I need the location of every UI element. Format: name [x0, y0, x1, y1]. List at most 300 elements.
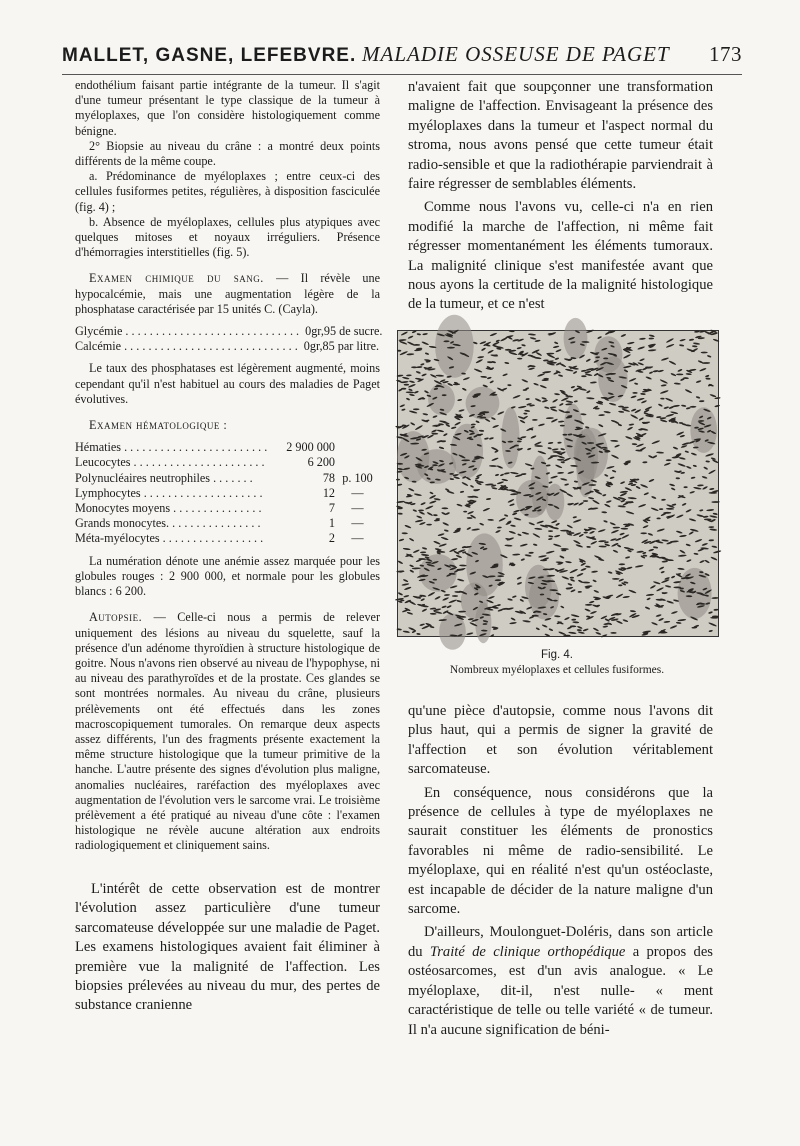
fusiform-nucleus	[431, 429, 437, 433]
fusiform-nucleus	[573, 539, 581, 544]
fusiform-nucleus	[701, 543, 708, 547]
fusiform-nucleus	[572, 387, 579, 392]
fusiform-nucleus	[421, 608, 427, 612]
fusiform-nucleus	[401, 331, 409, 336]
fusiform-nucleus	[570, 577, 574, 579]
fusiform-nucleus	[627, 341, 635, 344]
fusiform-nucleus	[521, 379, 528, 383]
fusiform-nucleus	[410, 422, 415, 426]
fusiform-nucleus	[648, 478, 654, 482]
fusiform-nucleus	[558, 409, 566, 414]
fusiform-nucleus	[709, 528, 717, 531]
fusiform-nucleus	[433, 380, 442, 386]
fusiform-nucleus	[404, 586, 412, 590]
fusiform-nucleus	[409, 410, 418, 414]
fusiform-nucleus	[436, 440, 442, 443]
fusiform-nucleus	[533, 543, 538, 546]
fusiform-nucleus	[403, 595, 409, 598]
fusiform-nucleus	[517, 576, 522, 580]
fusiform-nucleus	[495, 474, 499, 477]
header-authors: MALLET, GASNE, LEFEBVRE.	[62, 45, 357, 66]
fusiform-nucleus	[551, 520, 558, 524]
fusiform-nucleus	[495, 530, 501, 534]
fusiform-nucleus	[649, 338, 654, 340]
fusiform-nucleus	[522, 620, 531, 623]
fusiform-nucleus	[693, 342, 700, 345]
fusiform-nucleus	[611, 454, 619, 459]
fusiform-nucleus	[651, 507, 659, 511]
fusiform-nucleus	[565, 561, 572, 564]
fusiform-nucleus	[400, 381, 409, 384]
fusiform-nucleus	[647, 533, 653, 537]
fusiform-nucleus	[403, 548, 411, 551]
fusiform-nucleus	[422, 413, 428, 416]
fusiform-nucleus	[409, 537, 415, 541]
fusiform-nucleus	[602, 494, 606, 497]
fusiform-nucleus	[416, 515, 422, 519]
fusiform-nucleus	[509, 330, 515, 332]
hemato-row: Lymphocytes . . . . . . . . . . . . . . . . . . . . 12 —	[75, 485, 364, 500]
fusiform-nucleus	[643, 492, 649, 496]
fusiform-nucleus	[530, 337, 537, 340]
fusiform-nucleus	[553, 543, 562, 547]
fusiform-nucleus	[463, 511, 467, 513]
fusiform-nucleus	[586, 397, 595, 400]
fusiform-nucleus	[697, 484, 704, 486]
fusiform-nucleus	[574, 400, 578, 403]
fusiform-nucleus	[661, 571, 665, 574]
fusiform-nucleus	[701, 352, 708, 354]
fusiform-nucleus	[686, 543, 691, 546]
fusiform-nucleus	[550, 408, 557, 412]
fusiform-nucleus	[520, 436, 526, 439]
fusiform-nucleus	[711, 545, 717, 548]
fusiform-nucleus	[510, 472, 519, 475]
fusiform-nucleus	[500, 488, 508, 490]
fusiform-nucleus	[509, 351, 518, 355]
fusiform-nucleus	[632, 443, 638, 445]
fusiform-nucleus	[674, 470, 681, 473]
fusiform-nucleus	[509, 530, 517, 534]
fusiform-nucleus	[612, 549, 618, 553]
fusiform-nucleus	[671, 611, 678, 615]
fusiform-nucleus	[699, 400, 705, 402]
fusiform-nucleus	[669, 360, 677, 365]
fusiform-nucleus	[412, 567, 421, 569]
fusiform-nucleus	[593, 590, 599, 594]
fusiform-nucleus	[446, 605, 451, 609]
fusiform-nucleus	[620, 481, 625, 484]
fusiform-nucleus	[530, 435, 536, 439]
fusiform-nucleus	[528, 367, 535, 370]
fusiform-nucleus	[504, 472, 510, 475]
right-paragraph-5: D'ailleurs, Moulonguet-Doléris, dans son article du Traité de clinique orthopédique a propos des ostéosarcomes, est d'un avis analogue. « Le myéloplaxe, dit-il, n'est nulle- « ment caractéristique de telle ou telle variété « de tumeur. Il n'a aucune signification de béni-	[408, 924, 713, 1038]
fusiform-nucleus	[420, 363, 425, 366]
fusiform-nucleus	[685, 389, 693, 394]
fusiform-nucleus	[713, 550, 722, 554]
fusiform-nucleus	[650, 585, 656, 590]
myeloplaxe-cell	[690, 407, 717, 453]
fusiform-nucleus	[557, 472, 564, 474]
fusiform-nucleus	[669, 483, 675, 487]
right-paragraph-2: Comme nous l'avons vu, celle-ci n'a en rien modifié la marche de l'affection, ni même fait régresser momentanément les éléments tumoraux. La malignité clinique s'est manifestée avant que nous ayons la certitude de la malignité histologique de la tumeur, et ce n'est	[408, 199, 713, 313]
hemato-row: Polynucléaires neutrophiles . . . . . . . 78 p. 100	[75, 470, 373, 485]
fusiform-nucleus	[601, 634, 608, 638]
fusiform-nucleus	[512, 553, 520, 555]
fusiform-nucleus	[563, 434, 568, 436]
fusiform-nucleus	[412, 330, 417, 333]
fusiform-nucleus	[458, 409, 464, 412]
fusiform-nucleus	[677, 619, 686, 622]
fusiform-nucleus	[420, 598, 425, 601]
fusiform-nucleus	[421, 341, 429, 346]
fusiform-nucleus	[628, 497, 637, 500]
fusiform-nucleus	[557, 442, 561, 444]
fusiform-nucleus	[474, 489, 481, 492]
fusiform-nucleus	[670, 540, 679, 543]
fusiform-nucleus	[542, 371, 551, 374]
fusiform-nucleus	[619, 532, 625, 535]
fusiform-nucleus	[542, 399, 548, 402]
fusiform-nucleus	[653, 546, 658, 549]
fusiform-nucleus	[441, 536, 449, 540]
fusiform-nucleus	[705, 375, 710, 378]
fusiform-nucleus	[645, 376, 652, 380]
fusiform-nucleus	[487, 349, 494, 354]
fusiform-nucleus	[699, 560, 705, 564]
fusiform-nucleus	[689, 491, 695, 494]
fusiform-nucleus	[657, 528, 666, 532]
fusiform-nucleus	[484, 437, 489, 440]
fusiform-nucleus	[679, 535, 687, 538]
fusiform-nucleus	[396, 570, 404, 572]
fusiform-nucleus	[580, 568, 586, 572]
fusiform-nucleus	[555, 349, 561, 353]
fusiform-nucleus	[542, 624, 548, 628]
fusiform-nucleus	[425, 352, 430, 355]
fusiform-nucleus	[637, 346, 645, 350]
fusiform-nucleus	[702, 362, 710, 364]
fusiform-nucleus	[626, 566, 633, 569]
figure-number: Fig. 4.	[541, 649, 573, 661]
fusiform-nucleus	[631, 408, 637, 412]
fusiform-nucleus	[673, 446, 679, 450]
fusiform-nucleus	[534, 441, 542, 446]
fusiform-nucleus	[497, 411, 505, 416]
fusiform-nucleus	[705, 460, 710, 462]
fusiform-nucleus	[578, 631, 585, 634]
fusiform-nucleus	[566, 492, 573, 497]
fusiform-nucleus	[522, 531, 530, 535]
fusiform-nucleus	[661, 499, 666, 501]
fusiform-nucleus	[447, 490, 455, 494]
hemato-heading: Examen hématologique :	[89, 418, 228, 433]
fusiform-nucleus	[617, 505, 626, 508]
fusiform-nucleus	[638, 503, 647, 507]
fusiform-nucleus	[409, 380, 415, 383]
fusiform-nucleus	[702, 486, 708, 490]
calcemie-label: Calcémie . . . . . . . . . . . . . . . . . . . . . . . . . . . . .	[75, 339, 298, 354]
fusiform-nucleus	[564, 483, 569, 486]
fusiform-nucleus	[703, 466, 708, 470]
fusiform-nucleus	[401, 388, 406, 390]
fusiform-nucleus	[565, 400, 573, 403]
glycemie-value: 0gr,95 de sucre.	[305, 324, 383, 339]
fusiform-nucleus	[406, 374, 412, 376]
fusiform-nucleus	[630, 610, 636, 613]
fusiform-nucleus	[534, 528, 542, 530]
fusiform-nucleus	[681, 445, 688, 449]
fusiform-nucleus	[463, 377, 470, 381]
fusiform-nucleus	[705, 378, 710, 380]
fusiform-nucleus	[442, 522, 449, 526]
fusiform-nucleus	[682, 503, 687, 507]
fusiform-nucleus	[688, 531, 694, 535]
fusiform-nucleus	[558, 631, 566, 636]
histology-micrograph	[397, 330, 719, 637]
fusiform-nucleus	[708, 526, 714, 528]
right-paragraph-1: n'avaient fait que soupçonner une transformation maligne de l'affection. Envisageant la présence des myéloplaxes dans la tumeur et l'aspect normal du stroma, nous avons pensé que cette tumeur était radio-sensible et que la radiothérapie parviendrait à faire régresser de semblables éléments.	[408, 79, 713, 193]
fusiform-nucleus	[518, 405, 527, 408]
biopsy-paragraph: 2° Biopsie au niveau du crâne : a montré deux points différents de la même coupe.	[75, 138, 380, 169]
fusiform-nucleus	[646, 594, 654, 597]
fusiform-nucleus	[710, 617, 719, 619]
fusiform-nucleus	[639, 358, 645, 362]
fusiform-nucleus	[491, 457, 499, 461]
fusiform-nucleus	[585, 604, 593, 606]
fusiform-nucleus	[660, 398, 664, 400]
fusiform-nucleus	[598, 545, 606, 547]
fusiform-nucleus	[698, 360, 704, 364]
fusiform-nucleus	[427, 434, 434, 439]
fusiform-nucleus	[586, 546, 591, 548]
fusiform-nucleus	[414, 390, 419, 393]
fusiform-nucleus	[424, 390, 429, 394]
fusiform-nucleus	[471, 528, 480, 531]
fusiform-nucleus	[536, 520, 544, 524]
autopsy-paragraph	[75, 610, 380, 853]
fusiform-nucleus	[713, 338, 720, 342]
fusiform-nucleus	[553, 371, 559, 375]
fusiform-nucleus	[497, 575, 504, 577]
fusiform-nucleus	[397, 628, 402, 630]
fusiform-nucleus	[554, 615, 561, 617]
fusiform-nucleus	[559, 555, 564, 559]
fusiform-nucleus	[652, 370, 658, 373]
fusiform-nucleus	[635, 486, 640, 490]
fusiform-nucleus	[551, 418, 558, 423]
fusiform-nucleus	[658, 403, 663, 407]
fusiform-nucleus	[457, 399, 462, 402]
fusiform-nucleus	[512, 512, 518, 515]
fusiform-nucleus	[417, 333, 421, 336]
fusiform-nucleus	[622, 619, 628, 623]
fusiform-nucleus	[663, 512, 671, 514]
fusiform-nucleus	[691, 452, 697, 456]
fusiform-nucleus	[659, 508, 663, 510]
fusiform-nucleus	[498, 517, 506, 522]
fusiform-nucleus	[588, 507, 593, 510]
fusiform-nucleus	[609, 522, 616, 526]
fusiform-nucleus	[651, 496, 656, 500]
fusiform-nucleus	[513, 517, 521, 521]
fusiform-nucleus	[535, 352, 542, 357]
fusiform-nucleus	[613, 527, 620, 529]
running-header	[62, 42, 742, 75]
fusiform-nucleus	[555, 357, 560, 360]
fusiform-nucleus	[448, 599, 457, 604]
fusiform-nucleus	[696, 514, 704, 518]
fusiform-nucleus	[398, 339, 406, 341]
fusiform-nucleus	[409, 564, 414, 567]
fusiform-nucleus	[537, 373, 545, 377]
fusiform-nucleus	[489, 380, 494, 384]
fusiform-nucleus	[689, 518, 697, 522]
fusiform-nucleus	[619, 563, 626, 565]
fusiform-nucleus	[677, 463, 686, 468]
fusiform-nucleus	[640, 393, 646, 395]
fusiform-nucleus	[569, 568, 578, 573]
fusiform-nucleus	[708, 611, 713, 614]
fusiform-nucleus	[489, 437, 494, 440]
fusiform-nucleus	[412, 509, 417, 512]
fusiform-nucleus	[578, 502, 584, 506]
fusiform-nucleus	[642, 525, 648, 529]
fusiform-nucleus	[519, 599, 524, 603]
fusiform-nucleus	[639, 417, 645, 421]
fusiform-nucleus	[674, 382, 681, 385]
fusiform-nucleus	[408, 383, 416, 388]
fusiform-nucleus	[420, 502, 426, 506]
fusiform-nucleus	[413, 408, 420, 410]
fusiform-nucleus	[665, 413, 674, 417]
fusiform-nucleus	[435, 375, 444, 377]
fusiform-nucleus	[538, 555, 547, 558]
fusiform-nucleus	[416, 371, 421, 374]
fusiform-nucleus	[686, 466, 692, 470]
fusiform-nucleus	[419, 511, 426, 515]
calcemie-value: 0gr,85 par litre.	[303, 339, 380, 354]
fusiform-nucleus	[610, 440, 618, 442]
fusiform-nucleus	[603, 622, 611, 625]
fusiform-nucleus	[666, 600, 674, 604]
fusiform-nucleus	[649, 371, 653, 374]
fusiform-nucleus	[561, 576, 569, 580]
fusiform-nucleus	[590, 381, 597, 384]
fusiform-nucleus	[621, 528, 629, 530]
fusiform-nucleus	[501, 478, 508, 481]
biopsy-point-a: a. Prédominance de myéloplaxes ; entre ceux-ci des cellules fusiformes petites, régulières, à disposition fasciculée (fig. 4) ;	[75, 169, 380, 214]
fusiform-nucleus	[709, 488, 714, 490]
fusiform-nucleus	[544, 633, 550, 637]
fusiform-nucleus	[695, 539, 703, 543]
fusiform-nucleus	[567, 471, 574, 475]
fusiform-nucleus	[598, 414, 605, 416]
fusiform-nucleus	[519, 419, 525, 423]
fusiform-nucleus	[548, 628, 553, 632]
fusiform-nucleus	[512, 595, 517, 598]
fusiform-nucleus	[399, 404, 405, 408]
fusiform-nucleus	[676, 530, 683, 534]
fusiform-nucleus	[585, 565, 591, 568]
fusiform-nucleus	[615, 537, 622, 541]
fusiform-nucleus	[528, 552, 533, 554]
fusiform-nucleus	[544, 406, 549, 409]
fusiform-nucleus	[553, 345, 560, 348]
myeloplaxe-cell	[564, 318, 588, 359]
fusiform-nucleus	[547, 447, 552, 450]
hemato-table	[75, 440, 380, 546]
fusiform-nucleus	[656, 587, 664, 592]
fusiform-nucleus	[693, 553, 698, 556]
fusiform-nucleus	[670, 411, 678, 415]
fusiform-nucleus	[604, 411, 611, 414]
fusiform-nucleus	[398, 513, 403, 515]
fusiform-nucleus	[589, 530, 595, 534]
fusiform-nucleus	[528, 522, 535, 526]
fusiform-nucleus	[433, 514, 438, 516]
fusiform-nucleus	[708, 469, 716, 475]
fusiform-nucleus	[404, 524, 411, 528]
fusiform-nucleus	[691, 476, 696, 479]
fusiform-nucleus	[677, 568, 684, 571]
fusiform-nucleus	[429, 491, 433, 494]
fusiform-nucleus	[432, 415, 437, 418]
fusiform-nucleus	[690, 528, 699, 532]
fusiform-nucleus	[645, 606, 651, 610]
fusiform-nucleus	[679, 338, 685, 341]
fusiform-nucleus	[576, 572, 583, 577]
fusiform-nucleus	[658, 617, 664, 621]
fusiform-nucleus	[437, 429, 445, 432]
fusiform-nucleus	[408, 487, 415, 492]
blood-exam-text: — Il révèle une hypocalcémie, mais une augmentation légère de la phosphatase caractérisée par 15 unités C. (Cayla).	[75, 271, 381, 316]
fusiform-nucleus	[676, 373, 683, 375]
fusiform-nucleus	[454, 421, 461, 426]
fusiform-nucleus	[683, 486, 687, 488]
fusiform-nucleus	[408, 388, 413, 391]
fusiform-nucleus	[457, 578, 465, 582]
fusiform-nucleus	[583, 532, 587, 534]
right-paragraph-4: En conséquence, nous considérons que la présence de cellules à type de myéloplaxes ne saurait constituer les éléments de pronostics favorables ni même de radio-sensibilité. Le myéloplaxe, qui en réalité n'est qu'un ostéoclaste, est incapable de décider de la nature maligne d'un sarcome.	[408, 784, 713, 918]
myeloplaxe-cell	[435, 315, 474, 378]
fusiform-nucleus	[451, 558, 458, 561]
fusiform-nucleus	[571, 614, 580, 618]
fusiform-nucleus	[627, 426, 633, 431]
fusiform-nucleus	[409, 569, 414, 573]
fusiform-nucleus	[640, 484, 648, 489]
intro-paragraph: endothélium faisant partie intégrante de la tumeur. Il s'agit d'une tumeur présentant le type classique de la tumeur à myéloplaxes, que l'on considère histologiquement comme bénigne.	[75, 78, 380, 138]
fusiform-nucleus	[532, 419, 538, 421]
fusiform-nucleus	[546, 417, 554, 419]
fusiform-nucleus	[676, 514, 684, 519]
fusiform-nucleus	[419, 521, 426, 525]
fusiform-nucleus	[571, 619, 576, 621]
fusiform-nucleus	[648, 349, 657, 352]
fusiform-nucleus	[559, 403, 564, 407]
fusiform-nucleus	[444, 529, 449, 532]
fusiform-nucleus	[488, 596, 495, 600]
fusiform-nucleus	[656, 517, 660, 519]
fusiform-nucleus	[630, 395, 636, 399]
fusiform-nucleus	[461, 482, 468, 487]
fusiform-nucleus	[616, 620, 623, 625]
fusiform-nucleus	[415, 425, 424, 431]
fusiform-nucleus	[584, 608, 591, 612]
fusiform-nucleus	[560, 605, 564, 608]
fusiform-nucleus	[407, 341, 416, 346]
fusiform-nucleus	[507, 499, 514, 504]
